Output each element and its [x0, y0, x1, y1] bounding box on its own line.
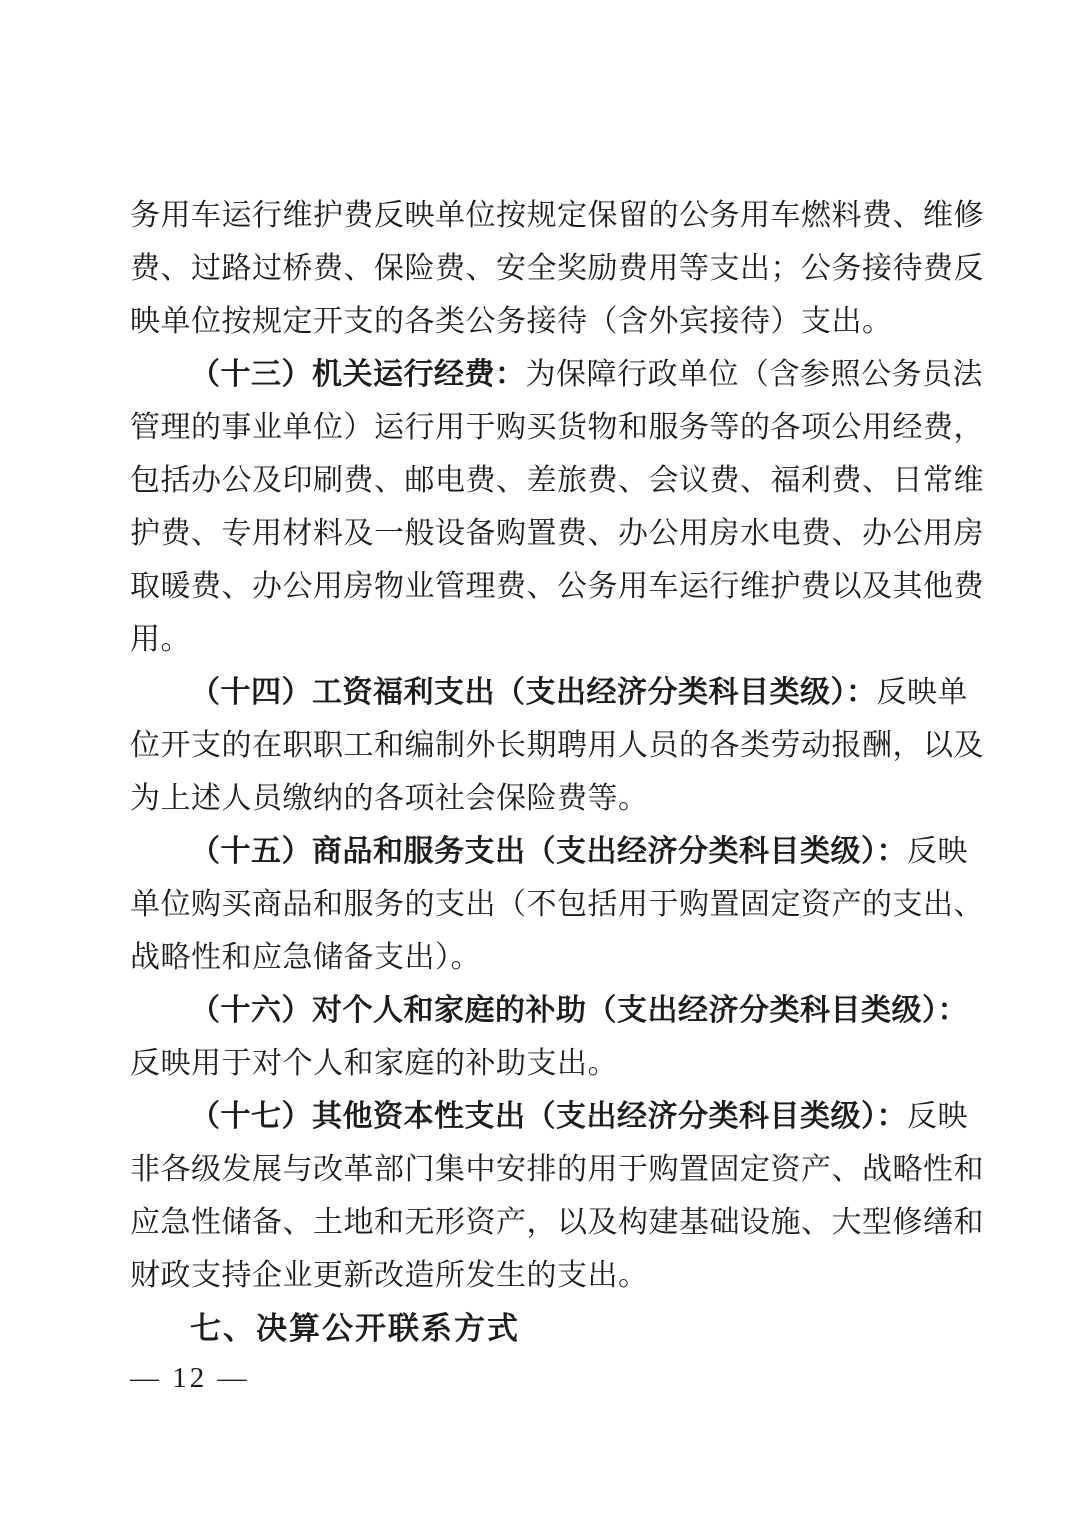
text-line — [130, 931, 942, 984]
text-segment: 护费、专用材料及一般设备购置费、办公用房水电费、办公用房 — [130, 517, 984, 550]
text-line — [130, 507, 984, 560]
text-segment: 包括办公及印刷费、邮电费、差旅费、会议费、福利费、日常维 — [130, 464, 984, 497]
text-segment: 管理的事业单位）运行用于购买货物和服务等的各项公用经费， — [130, 411, 984, 444]
text-segment: 费、过路过桥费、保险费、安全奖励费用等支出；公务接待费反 — [130, 252, 984, 285]
text-line — [130, 984, 968, 1037]
page-number: — 12 — — [130, 1362, 250, 1394]
text-segment: 应急性储备、土地和无形资产，以及构建基础设施、大型修缮和 — [130, 1206, 984, 1239]
bold-text-segment: （十四）工资福利支出（支出经济分类科目类级）： — [190, 676, 877, 709]
text-segment: 反映 — [907, 1100, 968, 1133]
text-line — [130, 401, 984, 454]
text-segment: 财政支持企业更新改造所发生的支出。 — [130, 1259, 649, 1292]
text-line — [130, 348, 983, 401]
text-line — [130, 1037, 942, 1090]
text-segment: 战略性和应急储备支出）。 — [130, 941, 481, 974]
text-line — [130, 825, 968, 878]
section-heading — [130, 1302, 942, 1355]
text-segment: 为上述人员缴纳的各项社会保险费等。 — [130, 782, 649, 815]
text-line — [130, 1249, 942, 1302]
text-segment: 反映单 — [876, 676, 968, 709]
text-line — [130, 719, 984, 772]
text-segment: 反映用于对个人和家庭的补助支出。 — [130, 1047, 618, 1080]
text-line — [130, 454, 984, 507]
text-segment: 为保障行政单位（含参照公务员法 — [525, 358, 983, 391]
bold-text-segment: 七、决算公开联系方式 — [190, 1311, 520, 1346]
text-segment: 反映 — [907, 835, 968, 868]
text-line — [130, 242, 984, 295]
text-segment: 用。 — [130, 623, 191, 656]
text-segment: 取暖费、办公用房物业管理费、公务用车运行维护费以及其他费 — [130, 570, 984, 603]
text-line — [130, 1090, 968, 1143]
text-line — [130, 295, 942, 348]
bold-text-segment: （十五）商品和服务支出（支出经济分类科目类级）： — [190, 835, 907, 868]
text-line — [130, 613, 942, 666]
text-segment: 非各级发展与改革部门集中安排的用于购置固定资产、战略性和 — [130, 1153, 984, 1186]
text-line — [130, 560, 984, 613]
text-segment: 单位购买商品和服务的支出（不包括用于购置固定资产的支出、 — [130, 888, 984, 921]
bold-text-segment: （十七）其他资本性支出（支出经济分类科目类级）： — [190, 1100, 907, 1133]
text-line — [130, 189, 984, 242]
text-line — [130, 1196, 984, 1249]
text-segment: 位开支的在职职工和编制外长期聘用人员的各类劳动报酬，以及 — [130, 729, 984, 762]
bold-text-segment: （十三）机关运行经费： — [190, 358, 526, 391]
text-line — [130, 772, 942, 825]
text-line — [130, 878, 984, 931]
text-line — [130, 1143, 984, 1196]
bold-text-segment: （十六）对个人和家庭的补助（支出经济分类科目类级）： — [190, 994, 968, 1027]
text-line — [130, 666, 968, 719]
text-segment: 映单位按规定开支的各类公务接待（含外宾接待）支出。 — [130, 305, 893, 338]
text-segment: 务用车运行维护费反映单位按规定保留的公务用车燃料费、维修 — [130, 199, 984, 232]
document-body — [130, 189, 984, 1355]
